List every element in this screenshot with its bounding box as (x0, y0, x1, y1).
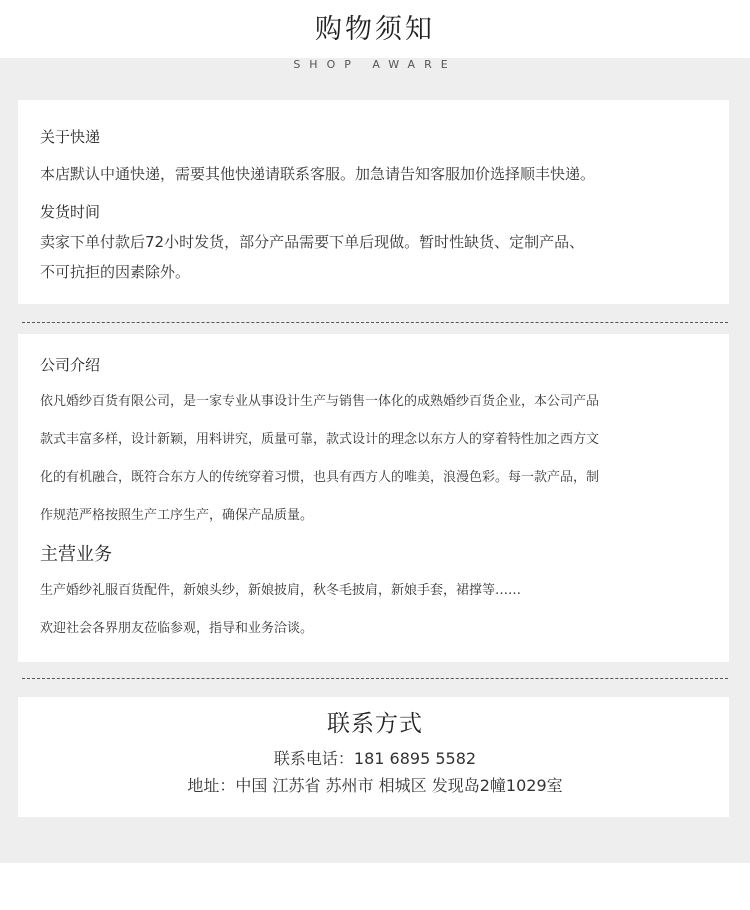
business-heading: 主营业务 (40, 544, 112, 565)
shipping-heading: 关于快递 (40, 128, 101, 146)
contact-title: 联系方式 (327, 711, 423, 737)
business-text-line: 生产婚纱礼服百货配件，新娘头纱，新娘披肩，秋冬毛披肩，新娘手套，裙撑等…… (40, 583, 522, 598)
contact-phone: 联系电话：181 6895 5582 (273, 749, 477, 768)
business-text-line: 欢迎社会各界朋友莅临参观，指导和业务洽谈。 (40, 621, 314, 636)
company-info-panel (18, 334, 729, 662)
page-subtitle: SHOP AWARE (293, 58, 457, 71)
contact-address: 地址：中国 江苏省 苏州市 相城区 发现岛2幢1029室 (187, 776, 563, 795)
company-text-line: 依凡婚纱百货有限公司，是一家专业从事设计生产与销售一体化的成熟婚纱百货企业，本公司产品 (40, 394, 600, 409)
dispatch-text-line: 卖家下单付款后72小时发货，部分产品需要下单后现做。暂时性缺货、定制产品、 (40, 233, 585, 251)
shipping-text: 本店默认中通快递，需要其他快递请联系客服。加急请告知客服加价选择顺丰快递。 (40, 165, 596, 183)
section-divider (22, 678, 728, 679)
company-text-line: 化的有机融合，既符合东方人的传统穿着习惯，也具有西方人的唯美，浪漫色彩。每一款产品，制 (40, 470, 600, 485)
company-text-line: 款式丰富多样，设计新颖，用料讲究，质量可靠，款式设计的理念以东方人的穿着特性加之西方文 (40, 432, 600, 447)
page-title: 购物须知 (315, 14, 435, 45)
dispatch-text-line: 不可抗拒的因素除外。 (40, 263, 191, 281)
dispatch-heading: 发货时间 (40, 203, 101, 221)
section-divider (22, 322, 728, 323)
company-heading: 公司介绍 (40, 356, 101, 374)
company-text-line: 作规范严格按照生产工序生产，确保产品质量。 (40, 508, 314, 523)
